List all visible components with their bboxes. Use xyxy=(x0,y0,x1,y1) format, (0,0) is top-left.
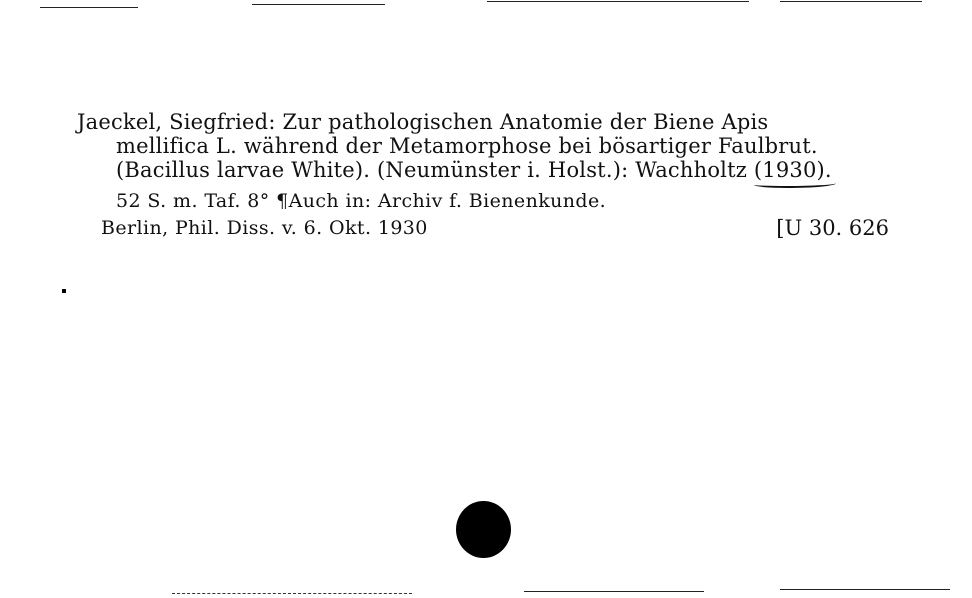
year-underline-mark xyxy=(754,180,836,188)
publication-year-text: (1930). xyxy=(753,158,832,182)
punch-hole xyxy=(456,501,511,558)
shelfmark: [U 30. 626 xyxy=(776,216,889,240)
card-line-5: Berlin, Phil. Diss. v. 6. Okt. 1930 xyxy=(101,217,428,239)
card-line-4: 52 S. m. Taf. 8° ¶Auch in: Archiv f. Bienenkunde. xyxy=(116,190,607,212)
card-line-3-text: (Bacillus larvae White). (Neumünster i. Holst.): Wachholtz xyxy=(116,158,754,182)
publication-year xyxy=(754,158,832,182)
card-line-3 xyxy=(116,158,832,182)
card-line-1: Jaeckel, Siegfried: Zur pathologischen Anatomie der Biene Apis xyxy=(77,110,769,134)
ink-speck xyxy=(62,289,66,293)
card-line-2: mellifica L. während der Metamorphose bei bösartiger Faulbrut. xyxy=(116,134,818,158)
